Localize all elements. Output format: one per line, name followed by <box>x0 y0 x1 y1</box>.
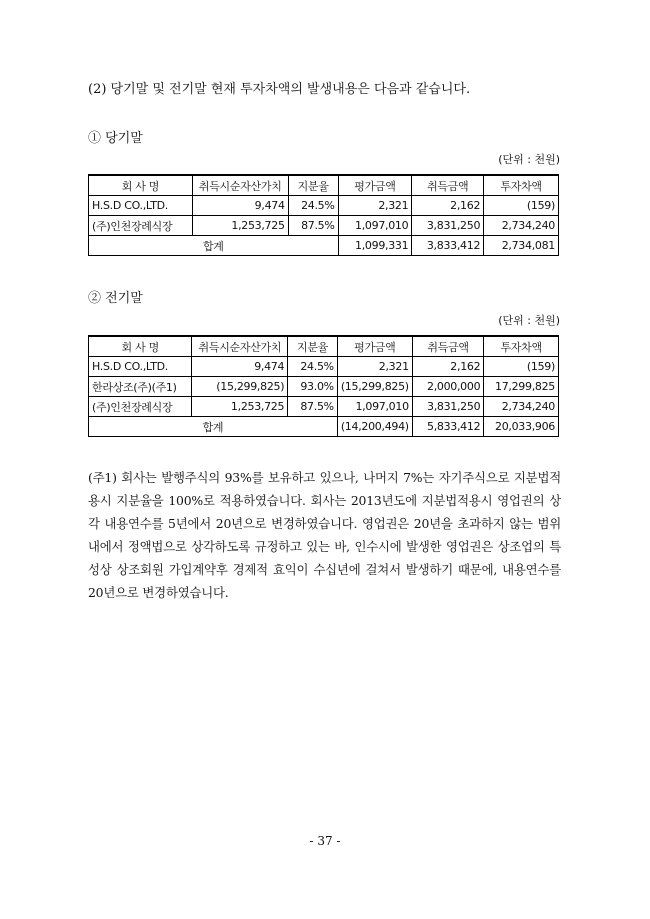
col-header-net-asset-value: 취득시순자산가치 <box>192 336 288 357</box>
difference: 2,734,240 <box>484 216 559 236</box>
valuation: 1,097,010 <box>337 397 412 417</box>
difference: (159) <box>484 196 559 216</box>
current-period-table <box>88 174 559 256</box>
acquisition: 2,000,000 <box>412 377 484 397</box>
company-name: H.S.D CO.,LTD. <box>89 357 192 377</box>
ownership: 93.0% <box>288 377 338 397</box>
table-row <box>89 377 559 397</box>
page-number: - 37 - <box>309 834 341 848</box>
current-period-heading: ① 당기말 <box>88 131 143 146</box>
col-header-net-asset-value: 취득시순자산가치 <box>192 175 288 196</box>
company-name: 한라상조(주)(주1) <box>89 377 192 397</box>
total-label: 합계 <box>89 417 338 437</box>
net-asset-value: 1,253,725 <box>192 216 288 236</box>
table-row <box>89 216 559 236</box>
net-asset-value: 1,253,725 <box>192 397 288 417</box>
valuation: 2,321 <box>338 196 412 216</box>
company-name: H.S.D CO.,LTD. <box>89 196 193 216</box>
valuation: (15,299,825) <box>337 377 412 397</box>
ownership: 87.5% <box>288 397 338 417</box>
section-heading: (2) 당기말 및 전기말 현재 투자차액의 발생내용은 다음과 같습니다. <box>88 82 471 97</box>
table-header-row <box>89 175 559 196</box>
col-header-acquisition: 취득금액 <box>412 336 484 357</box>
difference: (159) <box>484 357 559 377</box>
difference: 2,734,240 <box>484 397 559 417</box>
ownership: 24.5% <box>288 357 338 377</box>
company-name: (주)인천장례식장 <box>89 216 193 236</box>
table-total-row <box>89 236 559 256</box>
table-total-row <box>89 417 559 437</box>
footnote-paragraph: (주1) 회사는 발행주식의 93%를 보유하고 있으나, 나머지 7%는 자기주식으로 지분법적용시 지분율을 100%로 적용하였습니다. 회사는 2013년도에 지분법적용시 영업권의 상각 내용연수를 5년에서 20년으로 변경하였습니다. 영업권은 20년을 초과하지 않는 범위내에서 정액법으로 상각하도록 규정하고 있는 바, 인수시에 발생한 영업권은 상조업의 특성상 상조회원 가입계약후 경제적 효익이 수십년에 걸쳐서 발생하기 때문에, 내용연수를 20년으로 변경하였습니다. <box>88 470 561 600</box>
difference: 17,299,825 <box>484 377 559 397</box>
net-asset-value: 9,474 <box>192 196 288 216</box>
table-header-row <box>89 336 559 357</box>
table-row <box>89 357 559 377</box>
prior-period-table <box>88 335 559 437</box>
ownership: 87.5% <box>288 216 338 236</box>
ownership: 24.5% <box>288 196 338 216</box>
col-header-valuation: 평가금액 <box>337 336 412 357</box>
acquisition: 3,831,250 <box>412 397 484 417</box>
acquisition: 3,831,250 <box>412 216 484 236</box>
col-header-ownership: 지분율 <box>288 336 338 357</box>
col-header-valuation: 평가금액 <box>338 175 412 196</box>
valuation: 1,097,010 <box>338 216 412 236</box>
table-row <box>89 196 559 216</box>
prior-period-heading: ② 전기말 <box>88 291 143 306</box>
acquisition: 2,162 <box>412 357 484 377</box>
total-acquisition: 5,833,412 <box>412 417 484 437</box>
col-header-difference: 투자차액 <box>484 175 559 196</box>
col-header-acquisition: 취득금액 <box>412 175 484 196</box>
company-name: (주)인천장례식장 <box>89 397 192 417</box>
table-row <box>89 397 559 417</box>
acquisition: 2,162 <box>412 196 484 216</box>
total-label: 합계 <box>89 236 339 256</box>
valuation: 2,321 <box>337 357 412 377</box>
prior-unit-label: (단위 : 천원) <box>498 314 560 327</box>
total-difference: 20,033,906 <box>484 417 559 437</box>
total-difference: 2,734,081 <box>484 236 559 256</box>
total-valuation: 1,099,331 <box>338 236 412 256</box>
col-header-ownership: 지분율 <box>288 175 338 196</box>
col-header-difference: 투자차액 <box>484 336 559 357</box>
total-valuation: (14,200,494) <box>337 417 412 437</box>
net-asset-value: 9,474 <box>192 357 288 377</box>
col-header-company: 회 사 명 <box>89 175 193 196</box>
net-asset-value: (15,299,825) <box>192 377 288 397</box>
total-acquisition: 3,833,412 <box>412 236 484 256</box>
current-unit-label: (단위 : 천원) <box>498 153 560 166</box>
col-header-company: 회 사 명 <box>89 336 192 357</box>
